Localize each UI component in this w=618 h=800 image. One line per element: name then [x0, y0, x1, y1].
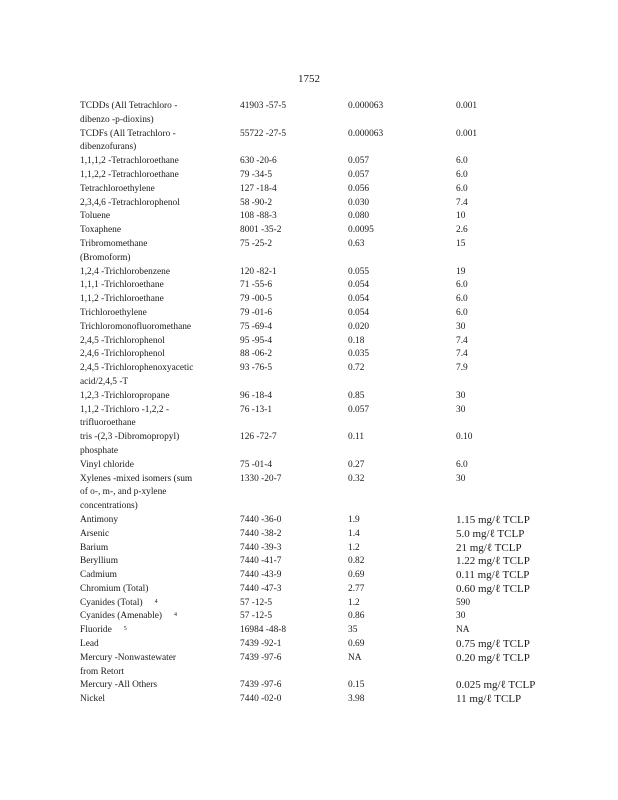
wastewater-standard: 0.27: [348, 459, 365, 470]
constituent-name-line: trifluoroethane: [80, 418, 136, 429]
constituent-name-line: 1,2,4 -Trichlorobenzene: [80, 266, 170, 277]
table-row: [80, 307, 550, 321]
constituent-name: [80, 431, 220, 459]
nonwastewater-standard: 15: [456, 238, 466, 249]
cas-number: 7439 -97-6: [240, 680, 282, 691]
constituent-name: [80, 155, 220, 169]
constituent-name: [80, 652, 220, 680]
table-row: [80, 293, 550, 307]
cas-number: 96 -18-4: [240, 390, 273, 401]
constituent-name-line: Mercury -Nonwastewater: [80, 652, 177, 663]
constituent-name-line: Xylenes -mixed isomers (sum: [80, 473, 193, 484]
constituent-name-line: Tribromomethane: [80, 238, 148, 249]
nonwastewater-standard: 0.75 mg/ℓ TCLP: [456, 638, 530, 651]
cas-number: 7440 -41-7: [240, 556, 282, 567]
cas-number: 7439 -97-6: [240, 652, 282, 663]
wastewater-standard: 1.9: [348, 514, 360, 525]
wastewater-standard: 0.057: [348, 169, 370, 180]
constituent-name: [80, 279, 220, 293]
constituent-name-line: dibenzo -p-dioxins): [80, 114, 154, 125]
cas-number: 93 -76-5: [240, 363, 273, 374]
constituent-name: [80, 583, 220, 597]
constituent-name-line: 2,4,5 -Trichlorophenoxyacetic: [80, 363, 194, 374]
constituent-name-line: Cyanides (Amenable) $^4$: [80, 611, 178, 622]
cas-number: 127 -18-4: [240, 183, 277, 194]
constituent-name: [80, 293, 220, 307]
wastewater-standard: 0.055: [348, 266, 370, 277]
cas-number: 75 -25-2: [240, 238, 273, 249]
nonwastewater-standard: 6.0: [456, 183, 468, 194]
table-row: [80, 652, 550, 680]
nonwastewater-standard: 30: [456, 404, 466, 415]
cas-number: 7440 -38-2: [240, 528, 282, 539]
table-row: [80, 155, 550, 169]
table-row: [80, 624, 550, 638]
wastewater-standard: 0.080: [348, 211, 370, 222]
table-row: [80, 459, 550, 473]
nonwastewater-standard: 0.20 mg/ℓ TCLP: [456, 651, 530, 664]
table-row: [80, 583, 550, 597]
wastewater-standard: 0.057: [348, 156, 370, 167]
constituent-name-line: Beryllium: [80, 556, 119, 567]
cas-number: 120 -82-1: [240, 266, 277, 277]
wastewater-standard: NA: [348, 652, 362, 663]
constituent-name: [80, 528, 220, 542]
wastewater-standard: 2.77: [348, 583, 365, 594]
cas-number: 75 -69-4: [240, 321, 273, 332]
table-row: [80, 335, 550, 349]
table-row: [80, 555, 550, 569]
table-row: [80, 224, 550, 238]
nonwastewater-standard: 30: [456, 321, 466, 332]
nonwastewater-standard: 7.9: [456, 363, 468, 374]
cas-number: 58 -90-2: [240, 197, 273, 208]
wastewater-standard: 0.0095: [348, 225, 374, 236]
page-number: 1752: [298, 73, 320, 85]
constituent-name-line: Trichloromonofluoromethane: [80, 321, 192, 332]
constituent-name: [80, 335, 220, 349]
constituent-name: [80, 638, 220, 652]
nonwastewater-standard: 7.4: [456, 335, 468, 346]
nonwastewater-standard: 2.6: [456, 225, 468, 236]
constituent-name: [80, 197, 220, 211]
constituent-name: [80, 624, 220, 638]
constituent-name: [80, 610, 220, 624]
nonwastewater-standard: 30: [456, 390, 466, 401]
wastewater-standard: 0.11: [348, 432, 365, 443]
constituent-name-line: concentrations): [80, 501, 138, 512]
table-row: [80, 197, 550, 211]
constituent-name: [80, 100, 220, 128]
wastewater-standard: 0.63: [348, 238, 365, 249]
table-row: [80, 542, 550, 556]
cas-number: 79 -34-5: [240, 169, 273, 180]
nonwastewater-standard: 0.001: [456, 101, 478, 111]
table-row: [80, 431, 550, 459]
constituent-name-line: Toxaphene: [80, 225, 121, 236]
nonwastewater-standard: 11 mg/ℓ TCLP: [456, 693, 522, 706]
constituent-name-line: from Retort: [80, 666, 125, 677]
wastewater-standard: 1.2: [348, 597, 360, 608]
wastewater-standard: 0.69: [348, 570, 365, 581]
cas-number: 79 -00-5: [240, 294, 273, 305]
constituent-name-line: Mercury -All Others: [80, 680, 158, 691]
constituent-name-line: Arsenic: [80, 528, 110, 539]
wastewater-standard: 0.82: [348, 556, 365, 567]
constituent-name-line: Tetrachloroethylene: [80, 183, 155, 194]
constituent-name: [80, 348, 220, 362]
constituent-name-line: 1,1,1,2 -Tetrachloroethane: [80, 156, 179, 167]
table-row: [80, 183, 550, 197]
nonwastewater-standard: 19: [456, 266, 466, 277]
nonwastewater-standard: 10: [456, 211, 466, 222]
wastewater-standard: 0.86: [348, 611, 365, 622]
constituent-name: [80, 307, 220, 321]
nonwastewater-standard: 590: [456, 597, 471, 608]
constituent-name: [80, 390, 220, 404]
wastewater-standard: 0.020: [348, 321, 370, 332]
constituent-table: [80, 100, 550, 707]
constituent-name: [80, 459, 220, 473]
constituent-name: [80, 555, 220, 569]
constituent-name: [80, 183, 220, 197]
table-row: [80, 266, 550, 280]
nonwastewater-standard: 1.15 mg/ℓ TCLP: [456, 513, 530, 526]
constituent-name: [80, 514, 220, 528]
wastewater-standard: 0.054: [348, 280, 370, 291]
constituent-name: [80, 362, 220, 390]
table-row: [80, 128, 550, 156]
constituent-name: [80, 238, 220, 266]
nonwastewater-standard: 0.001: [456, 128, 478, 139]
nonwastewater-standard: 1.22 mg/ℓ TCLP: [456, 555, 530, 568]
nonwastewater-standard: 6.0: [456, 280, 468, 291]
nonwastewater-standard: 30: [456, 473, 466, 484]
cas-number: 95 -95-4: [240, 335, 273, 346]
table-row: [80, 693, 550, 707]
cas-number: 16984 -48-8: [240, 625, 287, 636]
constituent-name-line: Antimony: [80, 514, 119, 525]
constituent-name: [80, 597, 220, 611]
cas-number: 7440 -47-3: [240, 583, 282, 594]
nonwastewater-standard: 30: [456, 611, 466, 622]
cas-number: 7440 -36-0: [240, 514, 282, 525]
nonwastewater-standard: 0.11 mg/ℓ TCLP: [456, 569, 530, 582]
wastewater-standard: 35: [348, 625, 358, 636]
constituent-name-line: (Bromoform): [80, 252, 131, 263]
table-row: [80, 473, 550, 514]
wastewater-standard: 0.030: [348, 197, 370, 208]
footnote-marker: 5: [123, 626, 127, 633]
constituent-name: [80, 128, 220, 156]
constituent-name-line: 2,4,6 -Trichlorophenol: [80, 349, 165, 360]
nonwastewater-standard: 7.4: [456, 197, 468, 208]
cas-number: 630 -20-6: [240, 156, 277, 167]
cas-number: 41903 -57-5: [240, 101, 287, 111]
nonwastewater-standard: NA: [456, 625, 470, 636]
constituent-name-line: Vinyl chloride: [80, 459, 134, 470]
table-row: [80, 404, 550, 432]
wastewater-standard: 0.69: [348, 639, 365, 650]
table-row: [80, 610, 550, 624]
wastewater-standard: 0.000063: [348, 128, 384, 139]
wastewater-standard: 0.057: [348, 404, 370, 415]
nonwastewater-standard: 0.60 mg/ℓ TCLP: [456, 582, 530, 595]
wastewater-standard: 0.054: [348, 307, 370, 318]
nonwastewater-standard: 6.0: [456, 156, 468, 167]
constituent-name-line: 1,1,2 -Trichloroethane: [80, 294, 164, 305]
wastewater-standard: 0.85: [348, 390, 365, 401]
constituent-name-line: TCDDs (All Tetrachloro -: [80, 101, 178, 111]
table-row: [80, 528, 550, 542]
constituent-name: [80, 404, 220, 432]
constituent-name: [80, 473, 220, 514]
cas-number: 7439 -92-1: [240, 639, 282, 650]
constituent-name-line: 1,1,2,2 -Tetrachloroethane: [80, 169, 179, 180]
cas-number: 79 -01-6: [240, 307, 273, 318]
wastewater-standard: 0.054: [348, 294, 370, 305]
constituent-name-line: dibenzofurans): [80, 142, 137, 153]
constituent-name-line: Nickel: [80, 694, 105, 705]
cas-number: 76 -13-1: [240, 404, 273, 415]
nonwastewater-standard: 6.0: [456, 459, 468, 470]
table-row: [80, 597, 550, 611]
nonwastewater-standard: 0.025 mg/ℓ TCLP: [456, 679, 536, 692]
constituent-name-line: Cadmium: [80, 570, 117, 581]
wastewater-standard: 0.72: [348, 363, 365, 374]
table-row: [80, 100, 550, 128]
table-row: [80, 514, 550, 528]
cas-number: 7440 -39-3: [240, 542, 282, 553]
constituent-name-line: TCDFs (All Tetrachloro -: [80, 128, 176, 139]
nonwastewater-standard: 6.0: [456, 169, 468, 180]
nonwastewater-standard: 7.4: [456, 349, 468, 360]
wastewater-standard: 0.056: [348, 183, 370, 194]
table-row: [80, 679, 550, 693]
constituent-name: [80, 266, 220, 280]
table-row: [80, 569, 550, 583]
cas-number: 57 -12-5: [240, 611, 273, 622]
cas-number: 108 -88-3: [240, 211, 277, 222]
table-row: [80, 279, 550, 293]
wastewater-standard: 3.98: [348, 694, 365, 705]
cas-number: 126 -72-7: [240, 432, 277, 443]
table-row: [80, 169, 550, 183]
cas-number: 75 -01-4: [240, 459, 273, 470]
wastewater-standard: 0.18: [348, 335, 365, 346]
constituent-name: [80, 679, 220, 693]
cas-number: 55722 -27-5: [240, 128, 287, 139]
constituent-name-line: phosphate: [80, 445, 119, 456]
table-row: [80, 390, 550, 404]
constituent-name: [80, 569, 220, 583]
constituent-name-line: of o-, m-, and p-xylene: [80, 487, 167, 498]
wastewater-standard: 0.15: [348, 680, 365, 691]
table-row: [80, 362, 550, 390]
cas-number: 7440 -43-9: [240, 570, 282, 581]
cas-number: 88 -06-2: [240, 349, 273, 360]
constituent-name-line: 1,1,1 -Trichloroethane: [80, 280, 164, 291]
constituent-name-line: Toluene: [80, 211, 111, 222]
table-row: [80, 210, 550, 224]
nonwastewater-standard: 5.0 mg/ℓ TCLP: [456, 527, 525, 540]
wastewater-standard: 1.2: [348, 542, 360, 553]
constituent-name: [80, 169, 220, 183]
constituent-name-line: Barium: [80, 542, 109, 553]
constituent-name-line: tris -(2,3 -Dibromopropyl): [80, 432, 180, 443]
constituent-name-line: 1,1,2 -Trichloro -1,2,2 -: [80, 404, 169, 415]
constituent-name-line: Lead: [80, 639, 99, 650]
constituent-name: [80, 321, 220, 335]
nonwastewater-standard: 6.0: [456, 307, 468, 318]
nonwastewater-standard: 6.0: [456, 294, 468, 305]
table-row: [80, 348, 550, 362]
footnote-marker: 4: [154, 598, 158, 605]
wastewater-standard: 0.000063: [348, 101, 384, 111]
constituent-name-line: 2,3,4,6 -Tetrachlorophenol: [80, 197, 180, 208]
cas-number: 1330 -20-7: [240, 473, 282, 484]
constituent-name-line: Cyanides (Total) $^4$: [80, 597, 158, 608]
constituent-name-line: acid/2,4,5 -T: [80, 376, 129, 387]
wastewater-standard: 0.32: [348, 473, 365, 484]
wastewater-standard: 1.4: [348, 528, 360, 539]
constituent-name-line: Fluoride $^5$: [80, 625, 127, 636]
nonwastewater-standard: 21 mg/ℓ TCLP: [456, 541, 522, 554]
table-row: [80, 638, 550, 652]
constituent-name-line: Trichloroethylene: [80, 307, 147, 318]
cas-number: 8001 -35-2: [240, 225, 282, 236]
wastewater-standard: 0.035: [348, 349, 370, 360]
cas-number: 7440 -02-0: [240, 694, 282, 705]
table-row: [80, 238, 550, 266]
constituent-name: [80, 542, 220, 556]
constituent-name-line: 2,4,5 -Trichlorophenol: [80, 335, 165, 346]
cas-number: 71 -55-6: [240, 280, 273, 291]
footnote-marker: 4: [174, 612, 178, 619]
constituent-name-line: Chromium (Total): [80, 583, 149, 594]
nonwastewater-standard: 0.10: [456, 432, 473, 443]
constituent-name: [80, 210, 220, 224]
constituent-name-line: 1,2,3 -Trichloropropane: [80, 390, 170, 401]
table-row: [80, 321, 550, 335]
constituent-name: [80, 693, 220, 707]
cas-number: 57 -12-5: [240, 597, 273, 608]
constituent-name: [80, 224, 220, 238]
